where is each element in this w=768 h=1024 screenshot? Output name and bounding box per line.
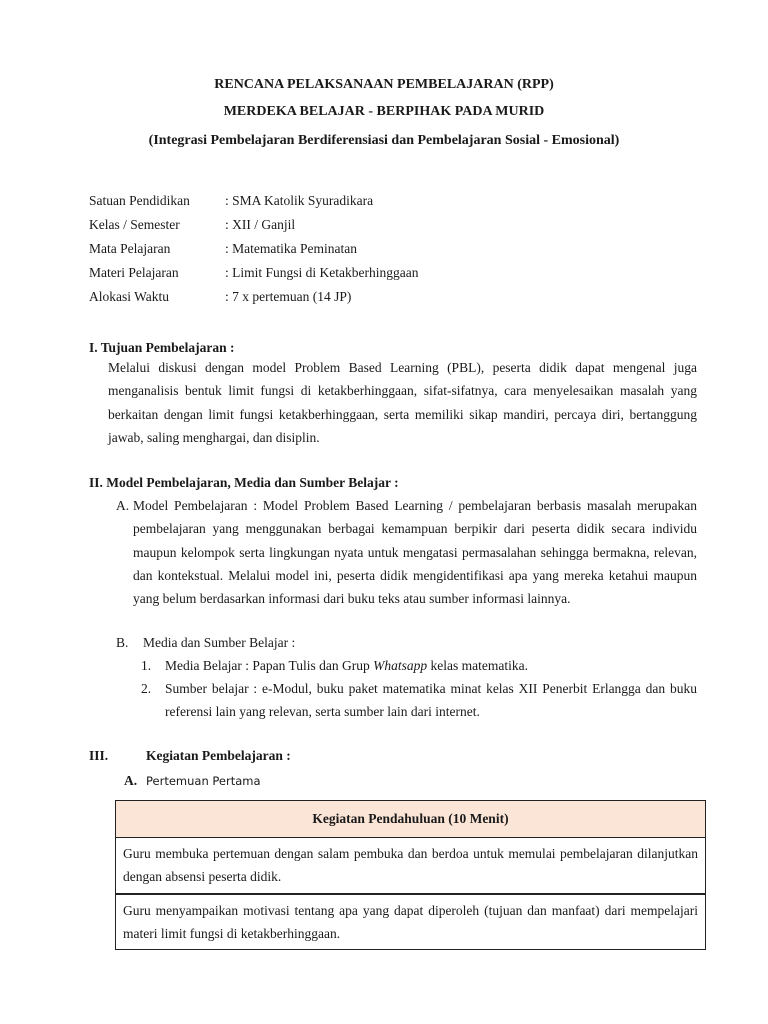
info-row-school <box>89 192 418 216</box>
list-marker-b: B. <box>116 635 129 650</box>
media-belajar-text-end: kelas matematika. <box>427 658 528 673</box>
info-label: Satuan Pendidikan <box>89 193 190 208</box>
list-marker-a: A. <box>116 498 130 513</box>
media-belajar-text-start: Media Belajar : Papan Tulis dan Grup <box>165 658 374 673</box>
activity-table <box>115 800 706 950</box>
info-value: : SMA Katolik Syuradikara <box>225 193 374 208</box>
list-marker-1: 1. <box>141 658 152 673</box>
document-tagline: (Integrasi Pembelajaran Berdiferensiasi dan Pembelajaran Sosial - Emosional) <box>148 133 620 148</box>
media-belajar-text <box>165 658 528 674</box>
info-value: : XII / Ganjil <box>225 217 296 232</box>
info-label: Mata Pelajaran <box>89 241 171 256</box>
section-3-heading: Kegiatan Pembelajaran : <box>146 748 291 763</box>
table-header: Kegiatan Pendahuluan (10 Menit) <box>116 801 705 838</box>
section-1-body: Melalui diskusi dengan model Problem Based Learning (PBL), peserta didik dapat mengenal juga menganalisis bentuk limit fungsi di ketakberhinggaan, sifat-sifatnya, cara menyelesaikan masalah yang berkaitan dengan limit fungsi ketakberhinggaan, serta memiliki sikap mandiri, percaya diri, bertanggung jawab, saling menghargai, dan disiplin. <box>108 360 697 445</box>
info-label: Materi Pelajaran <box>89 265 179 280</box>
table-row: Guru membuka pertemuan dengan salam pembuka dan berdoa untuk memulai pembelajaran dilanjutkan dengan absensi peserta didik. <box>116 838 705 894</box>
document-title: RENCANA PELAKSANAAN PEMBELAJARAN (RPP) <box>214 77 554 92</box>
media-sumber-heading: Media dan Sumber Belajar : <box>143 635 296 650</box>
section-1-heading: I. Tujuan Pembelajaran : <box>89 340 235 355</box>
sub-list-marker-a: A. <box>124 773 138 788</box>
info-block <box>89 192 418 312</box>
section-2-heading: II. Model Pembelajaran, Media dan Sumber Belajar : <box>89 475 399 490</box>
whatsapp-text: Whatsapp <box>373 658 428 673</box>
list-marker-2: 2. <box>141 681 152 696</box>
info-row-time <box>89 288 418 312</box>
info-row-class <box>89 216 418 240</box>
info-value: : 7 x pertemuan (14 JP) <box>225 289 352 304</box>
section-3-number: III. <box>89 748 109 763</box>
meeting-title: Pertemuan Pertama <box>146 774 261 788</box>
table-row: Guru menyampaikan motivasi tentang apa yang dapat diperoleh (tujuan dan manfaat) dari mempelajari materi limit fungsi di ketakberhinggaan. <box>116 894 705 949</box>
model-pembelajaran-text: Model Pembelajaran : Model Problem Based Learning / pembelajaran berbasis masalah merupakan pembelajaran yang menggunakan berbagai kemampuan berpikir dari peserta didik secara individu maupun kelompok serta lingkungan nyata untuk mengatasi permasalahan sehingga bermakna, relevan, dan kontekstual. Melalui model ini, peserta didik mengidentifikasi apa yang mereka ketahui maupun yang belum berdasarkan informasi dari buku teks atau sumber informasi lainnya. <box>133 498 697 607</box>
info-label: Alokasi Waktu <box>89 289 170 304</box>
sumber-belajar-text: Sumber belajar : e-Modul, buku paket matematika minat kelas XII Penerbit Erlangga dan buku referensi lain yang relevan, serta sumber lain dari internet. <box>165 681 697 720</box>
info-value: : Matematika Peminatan <box>225 241 357 256</box>
document-subtitle: MERDEKA BELAJAR - BERPIHAK PADA MURID <box>223 104 545 119</box>
info-label: Kelas / Semester <box>89 217 180 232</box>
info-value: : Limit Fungsi di Ketakberhinggaan <box>225 265 419 280</box>
info-row-subject <box>89 240 418 264</box>
info-row-material <box>89 264 418 288</box>
